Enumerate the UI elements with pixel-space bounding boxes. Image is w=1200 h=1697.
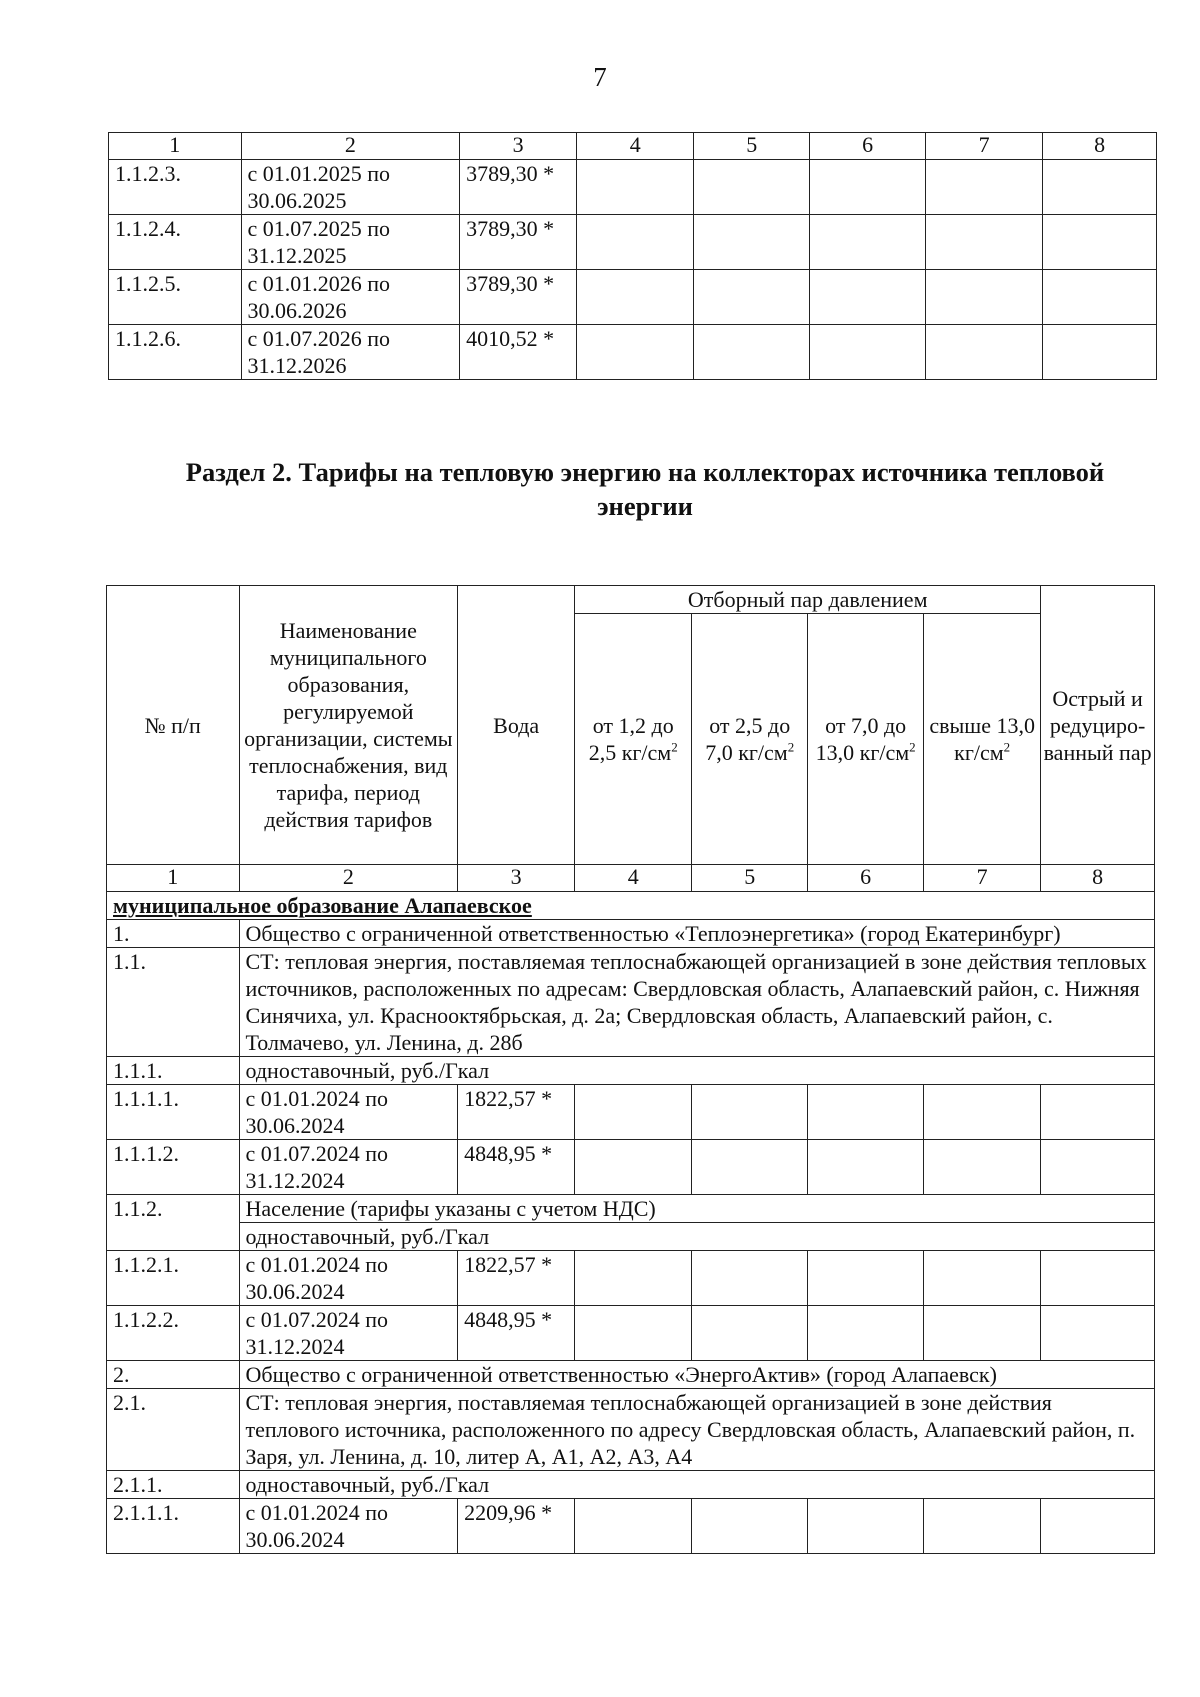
row-number: 1.1.2.3.: [109, 160, 242, 215]
column-number: 6: [810, 133, 926, 160]
tariff-type-row: [107, 1057, 1155, 1085]
tariff-type: одноставочный, руб./Гкал: [239, 1057, 1155, 1085]
period: с 01.07.2024 по 31.12.2024: [239, 1306, 458, 1361]
row-number: 1.1.2.1.: [107, 1251, 240, 1306]
period: с 01.07.2026 по 31.12.2026: [241, 325, 460, 380]
row-number: 1.1.: [107, 948, 240, 1057]
page-number: 7: [593, 62, 607, 92]
water-tariff: 2209,96 *: [458, 1499, 575, 1554]
tariff-type: одноставочный, руб./Гкал: [239, 1223, 1155, 1251]
column-number: 1: [109, 133, 242, 160]
tariff-table: [106, 585, 1155, 1554]
row-number: 1.: [107, 920, 240, 948]
header-steam-3: от 7,0 до 13,0 $кг/см^2$: [808, 614, 924, 865]
table-row: [107, 1251, 1155, 1306]
water-tariff: 3789,30 *: [460, 215, 577, 270]
row-number: 2.1.: [107, 1389, 240, 1471]
tariff-type: одноставочный, руб./Гкал: [239, 1471, 1155, 1499]
period: с 01.01.2026 по 30.06.2026: [241, 270, 460, 325]
header-steam-4: свыше 13,0 $кг/см^2$: [924, 614, 1041, 865]
row-number: 1.1.2.4.: [109, 215, 242, 270]
column-number: 5: [692, 865, 808, 892]
table-row: [109, 160, 1157, 215]
column-number: 1: [107, 865, 240, 892]
row-number: 1.1.2.5.: [109, 270, 242, 325]
column-number-row: [109, 133, 1157, 160]
column-number: 8: [1041, 865, 1155, 892]
population-row: [107, 1195, 1155, 1223]
water-tariff: 1822,57 *: [458, 1085, 575, 1140]
row-number: 2.: [107, 1361, 240, 1389]
table-row: [107, 1140, 1155, 1195]
table-row: [107, 1306, 1155, 1361]
table-row: [107, 1499, 1155, 1554]
row-number: 1.1.1.2.: [107, 1140, 240, 1195]
column-number: 4: [577, 133, 694, 160]
column-number: 7: [926, 133, 1043, 160]
period: с 01.01.2025 по 30.06.2025: [241, 160, 460, 215]
header-steam-1: от 1,2 до 2,5 $кг/см^2$: [575, 614, 692, 865]
header-number: № п/п: [107, 586, 240, 865]
row-number: 1.1.1.: [107, 1057, 240, 1085]
system-description: СТ: тепловая энергия, поставляемая теплоснабжающей организацией в зоне действия тепловых источников, расположенных по адресам: Свердловская область, Алапаевский район, с. Нижняя Синячиха, ул. Краснооктябрьская, д. 2а; Свердловская область, Алапаевский район, с. Толмачево, ул. Ленина, д. 28б: [239, 948, 1155, 1057]
period: с 01.01.2024 по 30.06.2024: [239, 1499, 458, 1554]
column-number: 3: [460, 133, 577, 160]
tariff-type-row: [107, 1471, 1155, 1499]
column-number: 8: [1043, 133, 1157, 160]
column-number: 4: [575, 865, 692, 892]
water-tariff: 1822,57 *: [458, 1251, 575, 1306]
header-steam-2: от 2,5 до 7,0 $кг/см^2$: [692, 614, 808, 865]
table-row: [109, 270, 1157, 325]
row-number: 2.1.1.1.: [107, 1499, 240, 1554]
table-row: [109, 215, 1157, 270]
section-title: Раздел 2. Тарифы на тепловую энергию на коллекторах источника тепловой энергии: [185, 457, 1105, 521]
water-tariff: 4010,52 *: [460, 325, 577, 380]
tariff-type-row: [107, 1223, 1155, 1251]
period: с 01.07.2024 по 31.12.2024: [239, 1140, 458, 1195]
column-number: 6: [808, 865, 924, 892]
water-tariff: 4848,95 *: [458, 1140, 575, 1195]
column-number: 2: [241, 133, 460, 160]
water-tariff: 4848,95 *: [458, 1306, 575, 1361]
row-number: 1.1.2.: [107, 1195, 240, 1251]
column-number: 5: [694, 133, 810, 160]
header-row: [107, 586, 1155, 614]
tariff-table-continued: [108, 132, 1157, 380]
header-steam-group: Отборный пар давлением: [575, 586, 1041, 614]
column-number: 2: [239, 865, 458, 892]
row-number: 1.1.1.1.: [107, 1085, 240, 1140]
column-number: 3: [458, 865, 575, 892]
table-row: [107, 1085, 1155, 1140]
population-title: Население (тарифы указаны с учетом НДС): [239, 1195, 1155, 1223]
organization-row: [107, 920, 1155, 948]
row-number: 2.1.1.: [107, 1471, 240, 1499]
municipality-name: муниципальное образование Алапаевское: [107, 892, 1155, 920]
water-tariff: 3789,30 *: [460, 270, 577, 325]
row-number: 1.1.2.2.: [107, 1306, 240, 1361]
column-number: 7: [924, 865, 1041, 892]
water-tariff: 3789,30 *: [460, 160, 577, 215]
header-water: Вода: [458, 586, 575, 865]
table-row: [109, 325, 1157, 380]
period: с 01.07.2025 по 31.12.2025: [241, 215, 460, 270]
header-name: Наименование муниципального образования, регулируемой организации, системы теплоснабжения, вид тарифа, период действия тарифов: [239, 586, 458, 865]
organization-row: [107, 1361, 1155, 1389]
system-description: СТ: тепловая энергия, поставляемая теплоснабжающей организацией в зоне действия теплового источника, расположенного по адресу Свердловская область, Алапаевский район, п. Заря, ул. Ленина, д. 10, литер А, А1, А2, А3, А4: [239, 1389, 1155, 1471]
header-sharp-steam: Острый и редуциро-ванный пар: [1041, 586, 1155, 865]
organization-name: Общество с ограниченной ответственностью «Теплоэнергетика» (город Екатеринбург): [239, 920, 1155, 948]
period: с 01.01.2024 по 30.06.2024: [239, 1251, 458, 1306]
system-row: [107, 1389, 1155, 1471]
period: с 01.01.2024 по 30.06.2024: [239, 1085, 458, 1140]
column-number-row: [107, 865, 1155, 892]
organization-name: Общество с ограниченной ответственностью «ЭнергоАктив» (город Алапаевск): [239, 1361, 1155, 1389]
system-row: [107, 948, 1155, 1057]
row-number: 1.1.2.6.: [109, 325, 242, 380]
municipality-row: [107, 892, 1155, 920]
